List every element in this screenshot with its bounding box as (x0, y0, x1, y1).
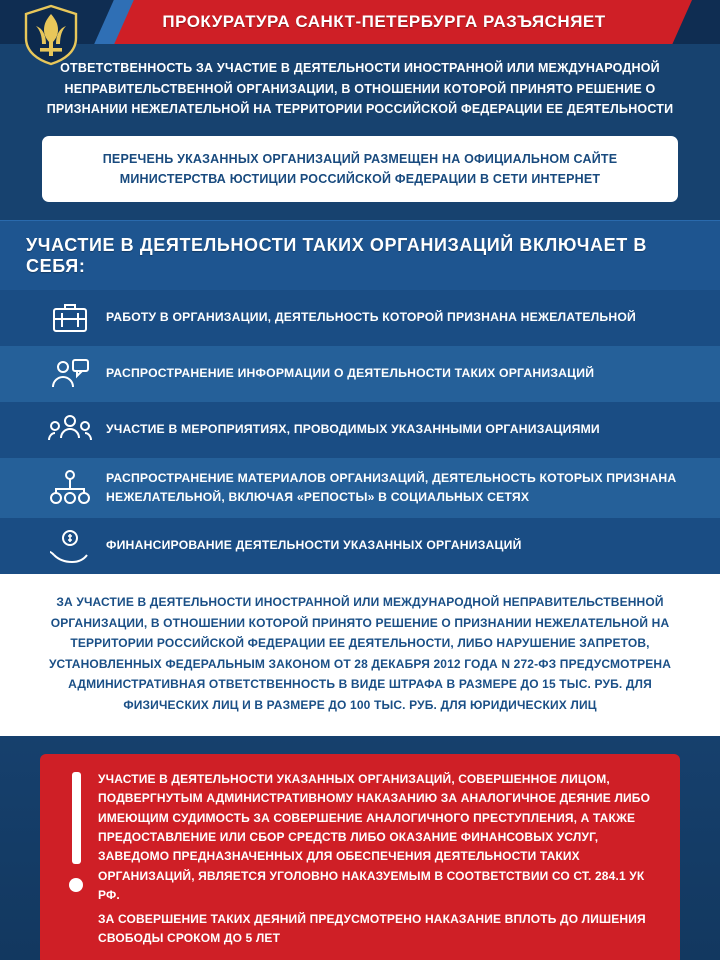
people-group-icon (34, 411, 106, 449)
subtitle-zone (0, 44, 720, 136)
hand-money-icon (34, 527, 106, 565)
list-item (0, 290, 720, 346)
warning-wrapper (0, 736, 720, 960)
prosecutor-emblem-icon (22, 4, 80, 66)
section-heading: УЧАСТИЕ В ДЕЯТЕЛЬНОСТИ ТАКИХ ОРГАНИЗАЦИЙ ВКЛЮЧАЕТ В СЕБЯ: (0, 220, 720, 290)
list-item-label: РАБОТУ В ОРГАНИЗАЦИИ, ДЕЯТЕЛЬНОСТЬ КОТОРОЙ ПРИЗНАНА НЕЖЕЛАТЕЛЬНОЙ (106, 310, 637, 325)
participation-list (0, 290, 720, 574)
briefcase-icon (34, 299, 106, 337)
list-item (0, 458, 720, 518)
list-item-label: РАСПРОСТРАНЕНИЕ ИНФОРМАЦИИ О ДЕЯТЕЛЬНОСТИ ТАКИХ ОРГАНИЗАЦИЙ (106, 366, 595, 381)
subtitle-text: ОТВЕТСТВЕННОСТЬ ЗА УЧАСТИЕ В ДЕЯТЕЛЬНОСТИ ИНОСТРАННОЙ ИЛИ МЕЖДУНАРОДНОЙ НЕПРАВИТЕЛЬСТВЕННОЙ ОРГАНИЗАЦИИ, В ОТНОШЕНИИ КОТОРОЙ ПРИНЯТО РЕШЕНИЕ О ПРИЗНАНИИ НЕЖЕЛАТЕЛЬНОЙ НА ТЕРРИТОРИИ РОССИЙСКОЙ ФЕДЕРАЦИИ ЕЕ ДЕЯТЕЛЬНОСТИ (46, 61, 674, 117)
speaker-person-icon (34, 355, 106, 393)
list-item (0, 402, 720, 458)
warning-paragraph-2: ЗА СОВЕРШЕНИЕ ТАКИХ ДЕЯНИЙ ПРЕДУСМОТРЕНО НАКАЗАНИЕ ВПЛОТЬ ДО ЛИШЕНИЯ СВОБОДЫ СРОКОМ ДО 5 ЛЕТ (98, 911, 646, 946)
warning-paragraph-1: УЧАСТИЕ В ДЕЯТЕЛЬНОСТИ УКАЗАННЫХ ОРГАНИЗАЦИЙ, СОВЕРШЕННОЕ ЛИЦОМ, ПОДВЕРГНУТЫМ АДМИНИСТРАТИВНОМУ НАКАЗАНИЮ ЗА АНАЛОГИЧНОЕ ДЕЯНИЕ ЛИБО ИМЕЮЩИМ СУДИМОСТЬ ЗА СОВЕРШЕНИЕ АНАЛОГИЧНОГО ПРЕСТУПЛЕНИЯ, А ТАКЖЕ ПРЕДОСТАВЛЕНИЕ ИЛИ СБОР СРЕДСТВ ЛИБО ОКАЗАНИЕ ФИНАНСОВЫХ УСЛУГ, ЗАВЕДОМО ПРЕДНАЗНАЧЕННЫХ ДЛЯ ОБЕСПЕЧЕНИЯ ДЕЯТЕЛЬНОСТИ ТАКИХ ОРГАНИЗАЦИЙ, ЯВЛЯЕТСЯ УГОЛОВНО НАКАЗУЕМЫМ В СООТВЕТСТВИИ СО СТ. 284.1 УК РФ. (98, 771, 651, 903)
exclamation-icon (54, 768, 98, 949)
administrative-liability-text: ЗА УЧАСТИЕ В ДЕЯТЕЛЬНОСТИ ИНОСТРАННОЙ ИЛИ МЕЖДУНАРОДНОЙ НЕПРАВИТЕЛЬСТВЕННОЙ ОРГАНИЗАЦИИ, В ОТНОШЕНИИ КОТОРОЙ ПРИНЯТО РЕШЕНИЕ О ПРИЗНАНИИ НЕЖЕЛАТЕЛЬНОЙ НА ТЕРРИТОРИИ РОССИЙСКОЙ ФЕДЕРАЦИИ ЕЕ ДЕЯТЕЛЬНОСТИ, ЛИБО НАРУШЕНИЕ ЗАПРЕТОВ, УСТАНОВЛЕННЫХ ФЕДЕРАЛЬНЫМ ЗАКОНОМ ОТ 28 ДЕКАБРЯ 2012 ГОДА N 272-ФЗ ПРЕДУСМОТРЕНА АДМИНИСТРАТИВНАЯ ОТВЕТСТВЕННОСТЬ В ВИДЕ ШТРАФА В РАЗМЕРЕ ДО 15 ТЫС. РУБ. ДЛЯ ФИЗИЧЕСКИХ ЛИЦ И В РАЗМЕРЕ ДО 100 ТЫС. РУБ. ДЛЯ ЮРИДИЧЕСКИХ ЛИЦ (0, 574, 720, 736)
criminal-liability-warning (40, 754, 680, 960)
network-share-icon (34, 467, 106, 509)
exclamation-bar (72, 772, 81, 864)
list-item-label: ФИНАНСИРОВАНИЕ ДЕЯТЕЛЬНОСТИ УКАЗАННЫХ ОРГАНИЗАЦИЙ (106, 538, 522, 553)
list-item-label: РАСПРОСТРАНЕНИЕ МАТЕРИАЛОВ ОРГАНИЗАЦИЙ, ДЕЯТЕЛЬНОСТЬ КОТОРЫХ ПРИЗНАНА НЕЖЕЛАТЕЛЬНОЙ, ВКЛЮЧАЯ «РЕПОСТЫ» В СОЦИАЛЬНЫХ СЕТЯХ (106, 470, 677, 504)
list-item-label: УЧАСТИЕ В МЕРОПРИЯТИЯХ, ПРОВОДИМЫХ УКАЗАННЫМИ ОРГАНИЗАЦИЯМИ (106, 422, 600, 437)
exclamation-dot (69, 878, 83, 892)
list-item (0, 518, 720, 574)
registry-callout: ПЕРЕЧЕНЬ УКАЗАННЫХ ОРГАНИЗАЦИЙ РАЗМЕЩЕН НА ОФИЦИАЛЬНОМ САЙТЕ МИНИСТЕРСТВА ЮСТИЦИИ РОССИЙСКОЙ ФЕДЕРАЦИИ В СЕТИ ИНТЕРНЕТ (42, 136, 678, 202)
page-title: ПРОКУРАТУРА САНКТ-ПЕТЕРБУРГА РАЗЪЯСНЯЕТ (162, 12, 606, 31)
warning-text (98, 768, 660, 949)
callout-wrapper (0, 136, 720, 220)
list-item (0, 346, 720, 402)
